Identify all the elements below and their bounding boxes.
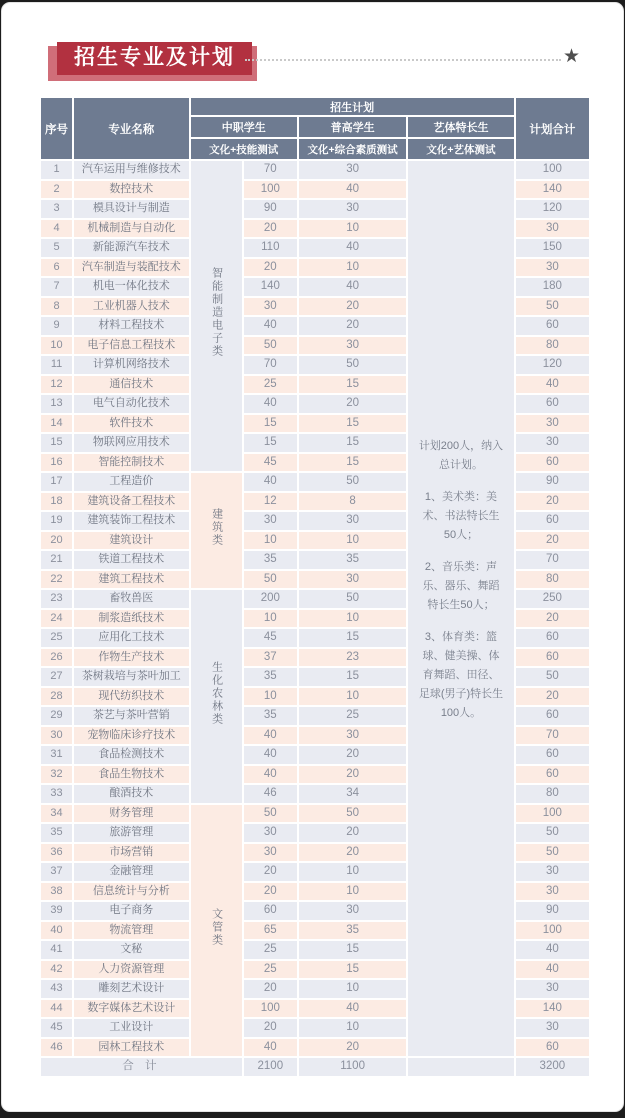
zhongzhi-value: 30 xyxy=(244,298,297,316)
pugao-value: 35 xyxy=(299,922,406,940)
pugao-value: 30 xyxy=(299,727,406,745)
total-value: 140 xyxy=(516,1000,589,1018)
pugao-value: 25 xyxy=(299,707,406,725)
zhongzhi-value: 20 xyxy=(244,980,297,998)
row-number: 33 xyxy=(41,785,72,803)
major-name: 数字媒体艺术设计 xyxy=(74,1000,188,1018)
zhongzhi-value: 40 xyxy=(244,473,297,491)
pugao-value: 50 xyxy=(299,805,406,823)
total-value: 30 xyxy=(516,415,589,433)
total-value: 60 xyxy=(516,629,589,647)
row-number: 22 xyxy=(41,571,72,589)
pugao-value: 40 xyxy=(299,1000,406,1018)
total-value: 30 xyxy=(516,980,589,998)
major-name: 畜牧兽医 xyxy=(74,590,188,608)
col-header-yiti: 艺体特长生 xyxy=(408,117,513,137)
row-number: 44 xyxy=(41,1000,72,1018)
pugao-value: 15 xyxy=(299,434,406,452)
row-number: 8 xyxy=(41,298,72,316)
row-number: 21 xyxy=(41,551,72,569)
zhongzhi-value: 10 xyxy=(244,532,297,550)
footer-zhongzhi-total: 2100 xyxy=(244,1058,297,1076)
row-number: 2 xyxy=(41,181,72,199)
pugao-value: 30 xyxy=(299,161,406,179)
category-label: 建筑类 xyxy=(210,507,223,547)
total-value: 90 xyxy=(516,902,589,920)
major-name: 应用化工技术 xyxy=(74,629,188,647)
zhongzhi-value: 40 xyxy=(244,1039,297,1057)
row-number: 31 xyxy=(41,746,72,764)
section-banner xyxy=(57,42,252,75)
row-number: 30 xyxy=(41,727,72,745)
col-subheader-zhongzhi: 文化+技能测试 xyxy=(191,139,297,159)
major-name: 食品检测技术 xyxy=(74,746,188,764)
row-number: 16 xyxy=(41,454,72,472)
zhongzhi-value: 40 xyxy=(244,746,297,764)
total-value: 80 xyxy=(516,785,589,803)
total-value: 30 xyxy=(516,1019,589,1037)
pugao-value: 10 xyxy=(299,1019,406,1037)
row-number: 40 xyxy=(41,922,72,940)
zhongzhi-value: 46 xyxy=(244,785,297,803)
total-value: 60 xyxy=(516,746,589,764)
zhongzhi-value: 35 xyxy=(244,668,297,686)
pugao-value: 20 xyxy=(299,395,406,413)
row-number: 43 xyxy=(41,980,72,998)
total-value: 60 xyxy=(516,317,589,335)
row-number: 26 xyxy=(41,649,72,667)
major-name: 计算机网络技术 xyxy=(74,356,188,374)
row-number: 45 xyxy=(41,1019,72,1037)
zhongzhi-value: 20 xyxy=(244,883,297,901)
row-number: 32 xyxy=(41,766,72,784)
major-name: 材料工程技术 xyxy=(74,317,188,335)
total-value: 30 xyxy=(516,863,589,881)
row-number: 27 xyxy=(41,668,72,686)
pugao-value: 20 xyxy=(299,746,406,764)
total-value: 100 xyxy=(516,922,589,940)
total-value: 30 xyxy=(516,220,589,238)
row-number: 20 xyxy=(41,532,72,550)
major-name: 旅游管理 xyxy=(74,824,188,842)
col-header-major: 专业名称 xyxy=(74,98,188,159)
major-name: 酿酒技术 xyxy=(74,785,188,803)
total-value: 40 xyxy=(516,376,589,394)
total-value: 30 xyxy=(516,259,589,277)
major-name: 智能控制技术 xyxy=(74,454,188,472)
row-number: 35 xyxy=(41,824,72,842)
zhongzhi-value: 50 xyxy=(244,805,297,823)
category-cell xyxy=(191,161,242,471)
category-cell xyxy=(191,590,242,803)
zhongzhi-value: 10 xyxy=(244,688,297,706)
row-number: 11 xyxy=(41,356,72,374)
col-header-zhongzhi: 中职学生 xyxy=(191,117,297,137)
major-name: 新能源汽车技术 xyxy=(74,239,188,257)
total-value: 250 xyxy=(516,590,589,608)
total-value: 50 xyxy=(516,298,589,316)
category-label: 文管类 xyxy=(210,907,223,947)
pugao-value: 50 xyxy=(299,473,406,491)
major-name: 制浆造纸技术 xyxy=(74,610,188,628)
total-value: 60 xyxy=(516,707,589,725)
row-number: 14 xyxy=(41,415,72,433)
total-value: 30 xyxy=(516,434,589,452)
pugao-value: 10 xyxy=(299,532,406,550)
zhongzhi-value: 30 xyxy=(244,824,297,842)
pugao-value: 40 xyxy=(299,239,406,257)
zhongzhi-value: 100 xyxy=(244,1000,297,1018)
total-value: 180 xyxy=(516,278,589,296)
col-header-total: 计划合计 xyxy=(516,98,589,159)
row-number: 17 xyxy=(41,473,72,491)
row-number: 19 xyxy=(41,512,72,530)
plan-table-body xyxy=(41,161,589,1056)
row-number: 25 xyxy=(41,629,72,647)
col-header-pugao: 普高学生 xyxy=(299,117,406,137)
zhongzhi-value: 45 xyxy=(244,629,297,647)
row-number: 34 xyxy=(41,805,72,823)
zhongzhi-value: 10 xyxy=(244,610,297,628)
row-number: 6 xyxy=(41,259,72,277)
footer-label: 合 计 xyxy=(41,1058,242,1076)
major-name: 市场营销 xyxy=(74,844,188,862)
row-number: 9 xyxy=(41,317,72,335)
table-row xyxy=(41,161,589,179)
pugao-value: 30 xyxy=(299,337,406,355)
zhongzhi-value: 20 xyxy=(244,220,297,238)
zhongzhi-value: 25 xyxy=(244,941,297,959)
pugao-value: 20 xyxy=(299,824,406,842)
zhongzhi-value: 20 xyxy=(244,863,297,881)
zhongzhi-value: 60 xyxy=(244,902,297,920)
total-value: 80 xyxy=(516,571,589,589)
row-number: 41 xyxy=(41,941,72,959)
zhongzhi-value: 30 xyxy=(244,844,297,862)
major-name: 现代纺织技术 xyxy=(74,688,188,706)
major-name: 数控技术 xyxy=(74,181,188,199)
row-number: 24 xyxy=(41,610,72,628)
major-name: 工业设计 xyxy=(74,1019,188,1037)
total-value: 100 xyxy=(516,161,589,179)
zhongzhi-value: 15 xyxy=(244,415,297,433)
major-name: 机械制造与自动化 xyxy=(74,220,188,238)
major-name: 宠物临床诊疗技术 xyxy=(74,727,188,745)
pugao-value: 20 xyxy=(299,766,406,784)
enrollment-plan-table xyxy=(39,96,591,1078)
major-name: 通信技术 xyxy=(74,376,188,394)
zhongzhi-value: 20 xyxy=(244,1019,297,1037)
star-icon: ★ xyxy=(563,46,581,67)
zhongzhi-value: 65 xyxy=(244,922,297,940)
pugao-value: 10 xyxy=(299,220,406,238)
pugao-value: 8 xyxy=(299,493,406,511)
pugao-value: 30 xyxy=(299,902,406,920)
zhongzhi-value: 110 xyxy=(244,239,297,257)
major-name: 财务管理 xyxy=(74,805,188,823)
total-value: 70 xyxy=(516,551,589,569)
total-value: 120 xyxy=(516,200,589,218)
total-value: 60 xyxy=(516,454,589,472)
major-name: 园林工程技术 xyxy=(74,1039,188,1057)
major-name: 雕刻艺术设计 xyxy=(74,980,188,998)
dotted-divider xyxy=(245,59,561,61)
category-label: 生化农林类 xyxy=(210,660,223,726)
total-value: 60 xyxy=(516,1039,589,1057)
category-cell xyxy=(191,473,242,588)
zhongzhi-value: 35 xyxy=(244,551,297,569)
pugao-value: 30 xyxy=(299,200,406,218)
total-value: 20 xyxy=(516,688,589,706)
pugao-value: 15 xyxy=(299,376,406,394)
total-value: 40 xyxy=(516,961,589,979)
category-cell xyxy=(191,805,242,1057)
major-name: 作物生产技术 xyxy=(74,649,188,667)
total-value: 20 xyxy=(516,532,589,550)
major-name: 文秘 xyxy=(74,941,188,959)
pugao-value: 15 xyxy=(299,961,406,979)
pugao-value: 10 xyxy=(299,259,406,277)
major-name: 建筑设计 xyxy=(74,532,188,550)
major-name: 汽车运用与维修技术 xyxy=(74,161,188,179)
total-value: 60 xyxy=(516,395,589,413)
pugao-value: 30 xyxy=(299,571,406,589)
total-value: 20 xyxy=(516,610,589,628)
pugao-value: 20 xyxy=(299,298,406,316)
enrollment-table-area xyxy=(39,96,591,1078)
zhongzhi-value: 70 xyxy=(244,161,297,179)
total-value: 40 xyxy=(516,941,589,959)
total-value: 50 xyxy=(516,824,589,842)
row-number: 39 xyxy=(41,902,72,920)
col-subheader-yiti: 文化+艺体测试 xyxy=(408,139,513,159)
total-value: 150 xyxy=(516,239,589,257)
row-number: 3 xyxy=(41,200,72,218)
total-value: 20 xyxy=(516,493,589,511)
major-name: 模具设计与制造 xyxy=(74,200,188,218)
row-number: 10 xyxy=(41,337,72,355)
zhongzhi-value: 50 xyxy=(244,337,297,355)
row-number: 38 xyxy=(41,883,72,901)
col-header-plan-group: 招生计划 xyxy=(191,98,514,115)
pugao-value: 35 xyxy=(299,551,406,569)
pugao-value: 40 xyxy=(299,278,406,296)
zhongzhi-value: 25 xyxy=(244,376,297,394)
total-value: 70 xyxy=(516,727,589,745)
total-value: 50 xyxy=(516,668,589,686)
major-name: 工程造价 xyxy=(74,473,188,491)
major-name: 汽车制造与装配技术 xyxy=(74,259,188,277)
zhongzhi-value: 20 xyxy=(244,259,297,277)
row-number: 36 xyxy=(41,844,72,862)
zhongzhi-value: 37 xyxy=(244,649,297,667)
pugao-value: 20 xyxy=(299,317,406,335)
row-number: 29 xyxy=(41,707,72,725)
major-name: 食品生物技术 xyxy=(74,766,188,784)
pugao-value: 15 xyxy=(299,454,406,472)
col-subheader-pugao: 文化+综合素质测试 xyxy=(299,139,406,159)
category-label: 智能制造电子类 xyxy=(210,267,223,359)
pugao-value: 20 xyxy=(299,1039,406,1057)
row-number: 15 xyxy=(41,434,72,452)
pugao-value: 10 xyxy=(299,610,406,628)
pugao-value: 34 xyxy=(299,785,406,803)
total-value: 140 xyxy=(516,181,589,199)
major-name: 机电一体化技术 xyxy=(74,278,188,296)
total-row xyxy=(41,1058,589,1076)
total-value: 80 xyxy=(516,337,589,355)
zhongzhi-value: 30 xyxy=(244,512,297,530)
pugao-value: 15 xyxy=(299,629,406,647)
row-number: 37 xyxy=(41,863,72,881)
row-number: 46 xyxy=(41,1039,72,1057)
zhongzhi-value: 40 xyxy=(244,395,297,413)
pugao-value: 15 xyxy=(299,415,406,433)
row-number: 7 xyxy=(41,278,72,296)
major-name: 物流管理 xyxy=(74,922,188,940)
zhongzhi-value: 200 xyxy=(244,590,297,608)
total-value: 90 xyxy=(516,473,589,491)
page-card xyxy=(1,2,624,1112)
zhongzhi-value: 25 xyxy=(244,961,297,979)
major-name: 电气自动化技术 xyxy=(74,395,188,413)
total-value: 100 xyxy=(516,805,589,823)
major-name: 人力资源管理 xyxy=(74,961,188,979)
row-number: 23 xyxy=(41,590,72,608)
zhongzhi-value: 15 xyxy=(244,434,297,452)
pugao-value: 15 xyxy=(299,941,406,959)
zhongzhi-value: 40 xyxy=(244,727,297,745)
arts-note-text: 计划200人，纳入总计划。 1、美术类：美术、书法特长生50人； 2、音乐类：声乐、器乐、舞蹈特长生50人； 3、体育类：篮球、健美操、体育舞蹈、田径、足球(男子)特长生100人。 xyxy=(418,440,504,719)
zhongzhi-value: 140 xyxy=(244,278,297,296)
zhongzhi-value: 50 xyxy=(244,571,297,589)
row-number: 4 xyxy=(41,220,72,238)
zhongzhi-value: 45 xyxy=(244,454,297,472)
total-value: 120 xyxy=(516,356,589,374)
row-number: 28 xyxy=(41,688,72,706)
row-number: 13 xyxy=(41,395,72,413)
total-value: 30 xyxy=(516,883,589,901)
pugao-value: 10 xyxy=(299,863,406,881)
row-number: 1 xyxy=(41,161,72,179)
major-name: 物联网应用技术 xyxy=(74,434,188,452)
major-name: 软件技术 xyxy=(74,415,188,433)
total-value: 60 xyxy=(516,766,589,784)
pugao-value: 15 xyxy=(299,668,406,686)
major-name: 金融管理 xyxy=(74,863,188,881)
row-number: 12 xyxy=(41,376,72,394)
zhongzhi-value: 40 xyxy=(244,766,297,784)
col-header-no: 序号 xyxy=(41,98,72,159)
major-name: 茶艺与茶叶营销 xyxy=(74,707,188,725)
row-number: 5 xyxy=(41,239,72,257)
pugao-value: 10 xyxy=(299,688,406,706)
total-value: 60 xyxy=(516,649,589,667)
major-name: 茶树栽培与茶叶加工 xyxy=(74,668,188,686)
major-name: 信息统计与分析 xyxy=(74,883,188,901)
pugao-value: 20 xyxy=(299,844,406,862)
pugao-value: 50 xyxy=(299,590,406,608)
major-name: 建筑装饰工程技术 xyxy=(74,512,188,530)
pugao-value: 10 xyxy=(299,980,406,998)
zhongzhi-value: 90 xyxy=(244,200,297,218)
page-title: 招生专业及计划 xyxy=(57,42,252,75)
major-name: 铁道工程技术 xyxy=(74,551,188,569)
pugao-value: 50 xyxy=(299,356,406,374)
footer-yiti-empty xyxy=(408,1058,513,1076)
major-name: 建筑工程技术 xyxy=(74,571,188,589)
pugao-value: 10 xyxy=(299,883,406,901)
zhongzhi-value: 40 xyxy=(244,317,297,335)
zhongzhi-value: 35 xyxy=(244,707,297,725)
arts-note-cell xyxy=(408,161,513,1056)
pugao-value: 30 xyxy=(299,512,406,530)
major-name: 建筑设备工程技术 xyxy=(74,493,188,511)
footer-pugao-total: 1100 xyxy=(299,1058,406,1076)
total-value: 60 xyxy=(516,512,589,530)
zhongzhi-value: 12 xyxy=(244,493,297,511)
total-value: 50 xyxy=(516,844,589,862)
row-number: 42 xyxy=(41,961,72,979)
row-number: 18 xyxy=(41,493,72,511)
major-name: 电子商务 xyxy=(74,902,188,920)
pugao-value: 40 xyxy=(299,181,406,199)
major-name: 电子信息工程技术 xyxy=(74,337,188,355)
major-name: 工业机器人技术 xyxy=(74,298,188,316)
zhongzhi-value: 100 xyxy=(244,181,297,199)
zhongzhi-value: 70 xyxy=(244,356,297,374)
footer-grand-total: 3200 xyxy=(516,1058,589,1076)
pugao-value: 23 xyxy=(299,649,406,667)
